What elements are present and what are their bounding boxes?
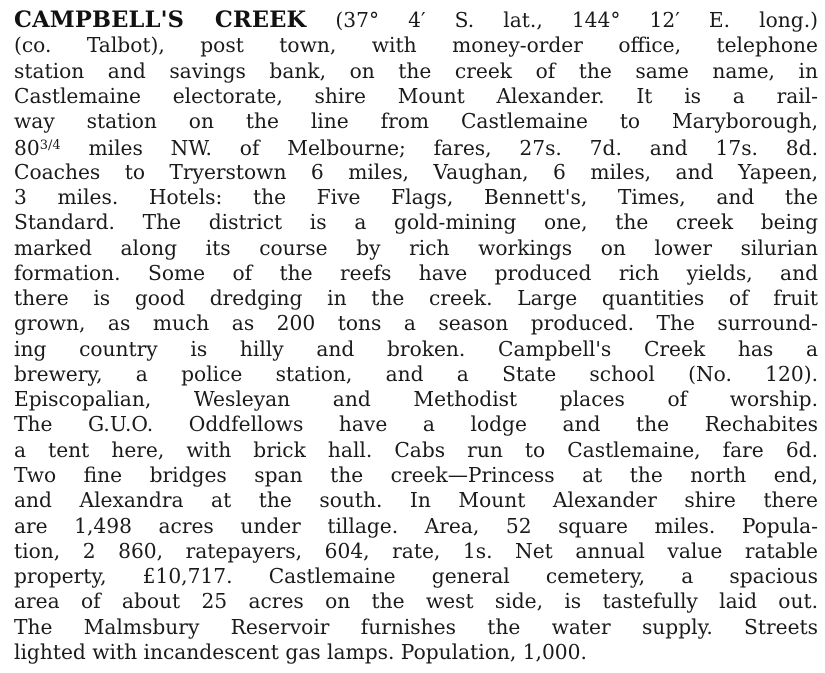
entry-line-15: brewery, a police station, and a State school (No. 120). (14, 362, 818, 386)
entry-line-9: Standard. The district is a gold-mining one, the creek being (14, 210, 818, 234)
distance-rest: miles NW. of Melbourne; fares, 27s. 7d. and 17s. 8d. (60, 136, 818, 160)
entry-line-24: area of about 25 acres on the west side, is tastefully laid out. (14, 589, 818, 613)
entry-line-23: property, £10,717. Castlemaine general cemetery, a spacious (14, 564, 818, 588)
entry-line-20: and Alexandra at the south. In Mount Alexander shire there (14, 488, 818, 512)
entry-line-13: grown, as much as 200 tons a season produced. The surround- (14, 311, 818, 335)
entry-line-21: are 1,498 acres under tillage. Area, 52 square miles. Popula- (14, 514, 818, 538)
entry-line-14: ing country is hilly and broken. Campbell's Creek has a (14, 337, 818, 361)
distance-whole: 80 (14, 136, 40, 160)
entry-line-22: tion, 2 860, ratepayers, 604, rate, 1s. Net annual value ratable (14, 539, 818, 563)
entry-line-5: way station on the line from Castlemaine to Maryborough, (14, 109, 818, 133)
gazetteer-entry (14, 4, 818, 668)
entry-heading: CAMPBELL'S CREEK (14, 7, 307, 33)
entry-line-11: formation. Some of the reefs have produced rich yields, and (14, 261, 818, 285)
entry-line-19: Two fine bridges span the creek—Princess at the north end, (14, 463, 818, 487)
entry-line-4: Castlemaine electorate, shire Mount Alexander. It is a rail- (14, 84, 818, 108)
entry-line-2: (co. Talbot), post town, with money-order office, telephone (14, 33, 818, 57)
entry-line-16: Episcopalian, Wesleyan and Methodist places of worship. (14, 387, 818, 411)
entry-line-12: there is good dredging in the creek. Large quantities of fruit (14, 286, 818, 310)
entry-line-17: The G.U.O. Oddfellows have a lodge and the Rechabites (14, 412, 818, 436)
entry-line-26: lighted with incandescent gas lamps. Population, 1,000. (14, 640, 587, 664)
entry-line-7: Coaches to Tryerstown 6 miles, Vaughan, 6 miles, and Yapeen, (14, 160, 818, 184)
entry-line-10: marked along its course by rich workings on lower silurian (14, 236, 818, 260)
entry-line-25: The Malmsbury Reservoir furnishes the water supply. Streets (14, 615, 818, 639)
entry-line-3: station and savings bank, on the creek of the same name, in (14, 59, 818, 83)
distance-fraction: 3/4 (39, 138, 61, 153)
entry-coordinates: (37° 4′ S. lat., 144° 12′ E. long.) (335, 8, 818, 32)
entry-line-8: 3 miles. Hotels: the Five Flags, Bennett's, Times, and the (14, 185, 818, 209)
entry-line-18: a tent here, with brick hall. Cabs run to Castlemaine, fare 6d. (14, 438, 818, 462)
